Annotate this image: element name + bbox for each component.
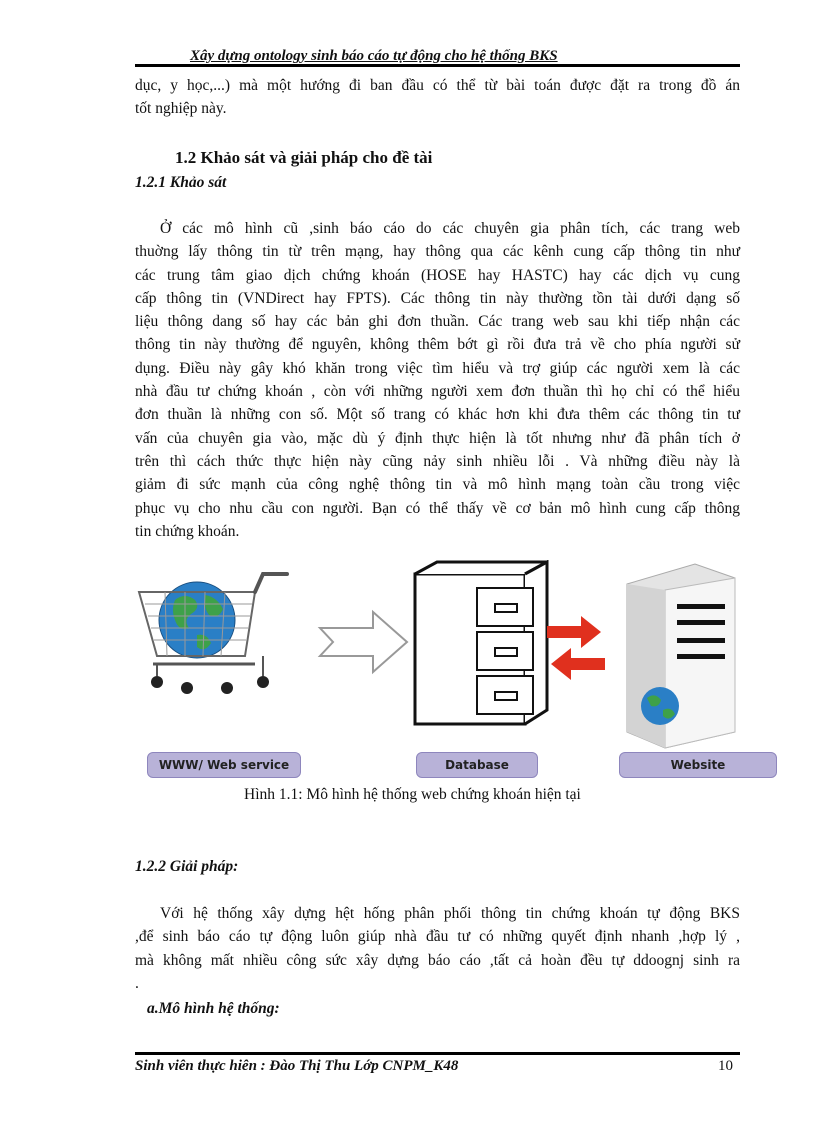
database-label: Database xyxy=(416,752,538,778)
footer-author: Sinh viên thực hiên : Đào Thị Thu Lớp CNPM_K48 xyxy=(135,1058,459,1074)
text-line: vấn của chuyên gia vào, mặc dù ý định thực hiện là tốt nhưng như đã phân tích ở xyxy=(135,429,740,447)
bidirectional-arrows-icon xyxy=(547,616,605,680)
text-line: Ở các mô hình cũ ,sinh báo cáo do các chuyên gia phân tích, các trang web xyxy=(160,220,740,237)
text-line: phục vụ cho nhu cầu con người. Bạn có thể thấy về cơ bản mô hình cung cấp thông xyxy=(135,499,740,517)
page-number: 10 xyxy=(718,1058,733,1074)
section-heading: 1.2 Khảo sát và giải pháp cho đề tài xyxy=(175,148,433,167)
header-title: Xây dựng ontology sinh báo cáo tự động cho hệ thống BKS xyxy=(190,48,558,64)
text-line: trên thì cách thức thực hiện này cũng nảy sinh nhiều lỗi . Và những điều này là xyxy=(135,452,740,470)
text-line: Với hệ thống xây dựng hệt hống phân phối thông tin chứng khoán tự động BKS xyxy=(160,905,740,922)
subsection-heading-solution: 1.2.2 Giải pháp: xyxy=(135,858,239,875)
text-line: dụng. Điều này gây khó khăn trong việc tìm hiểu và trợ giúp các người xem là các xyxy=(135,359,740,377)
text-line: liệu thông dang số hay các bản ghi đơn thuần. Các trang web sau khi tiếp nhận các xyxy=(135,313,740,331)
website-server-icon xyxy=(627,564,735,748)
text-line: đơn thuần là những con số. Một số trang có khác hơn khi đưa thêm các thông tin tư xyxy=(135,406,740,424)
shopping-cart-globe-icon xyxy=(139,574,287,694)
text-line: mà không mất nhiều công sức xây dựng báo cáo ,tất cả hoàn đều tự ddoognj sinh ra xyxy=(135,951,740,969)
footer-rule xyxy=(135,1052,740,1055)
www-web-service-label: WWW/ Web service xyxy=(147,752,301,778)
text-line: các trung tâm giao dịch chứng khoán (HOSE hay HASTC) hay các dịch vụ cung xyxy=(135,266,740,284)
text-line: thuờng lấy thông tin từ trên mạng, hay thông qua các kênh cung cấp thông tin như xyxy=(135,243,740,261)
figure-caption: Hình 1.1: Mô hình hệ thống web chứng khoán hiện tại xyxy=(244,786,581,803)
header-rule xyxy=(135,64,740,67)
text-line: giảm đi sức mạnh của công nghệ thông tin và mô hình mạng toàn cầu trong việc xyxy=(135,476,740,494)
survey-paragraph xyxy=(135,217,740,543)
website-label: Website xyxy=(619,752,777,778)
text-line: dục, y học,...) mà một hướng đi ban đầu có thể từ bài toán được đặt ra trong đồ án xyxy=(135,77,740,94)
text-line: cấp thông tin (VNDirect hay FPTS). Các thông tin này thường tồn tài dưới dạng số xyxy=(135,289,740,307)
text-line: tốt nghiệp này. xyxy=(135,100,227,118)
text-line: nhà đầu tư chứng khoán , còn với những người xem đơn thuần thì họ chỉ có thể hiểu xyxy=(135,383,740,401)
subsection-heading-survey: 1.2.1 Khảo sát xyxy=(135,174,227,191)
text-line: . xyxy=(135,974,139,992)
solution-paragraph xyxy=(135,902,740,995)
system-model-figure xyxy=(135,560,740,780)
flow-arrow-icon xyxy=(320,612,407,672)
text-line: thông tin này thường để nguyên, không thêm bớt gì rồi đưa trả về cho phía người sử xyxy=(135,336,740,354)
intro-paragraph xyxy=(135,74,740,121)
text-line: tin chứng khoán. xyxy=(135,522,240,540)
text-line: ,để sinh báo cáo tự động luôn giúp nhà đầu tư có những quyết định nhanh ,hợp lý , xyxy=(135,928,740,946)
database-cabinet-icon xyxy=(415,562,547,724)
subsection-heading-system-model: a.Mô hình hệ thống: xyxy=(147,1000,280,1017)
